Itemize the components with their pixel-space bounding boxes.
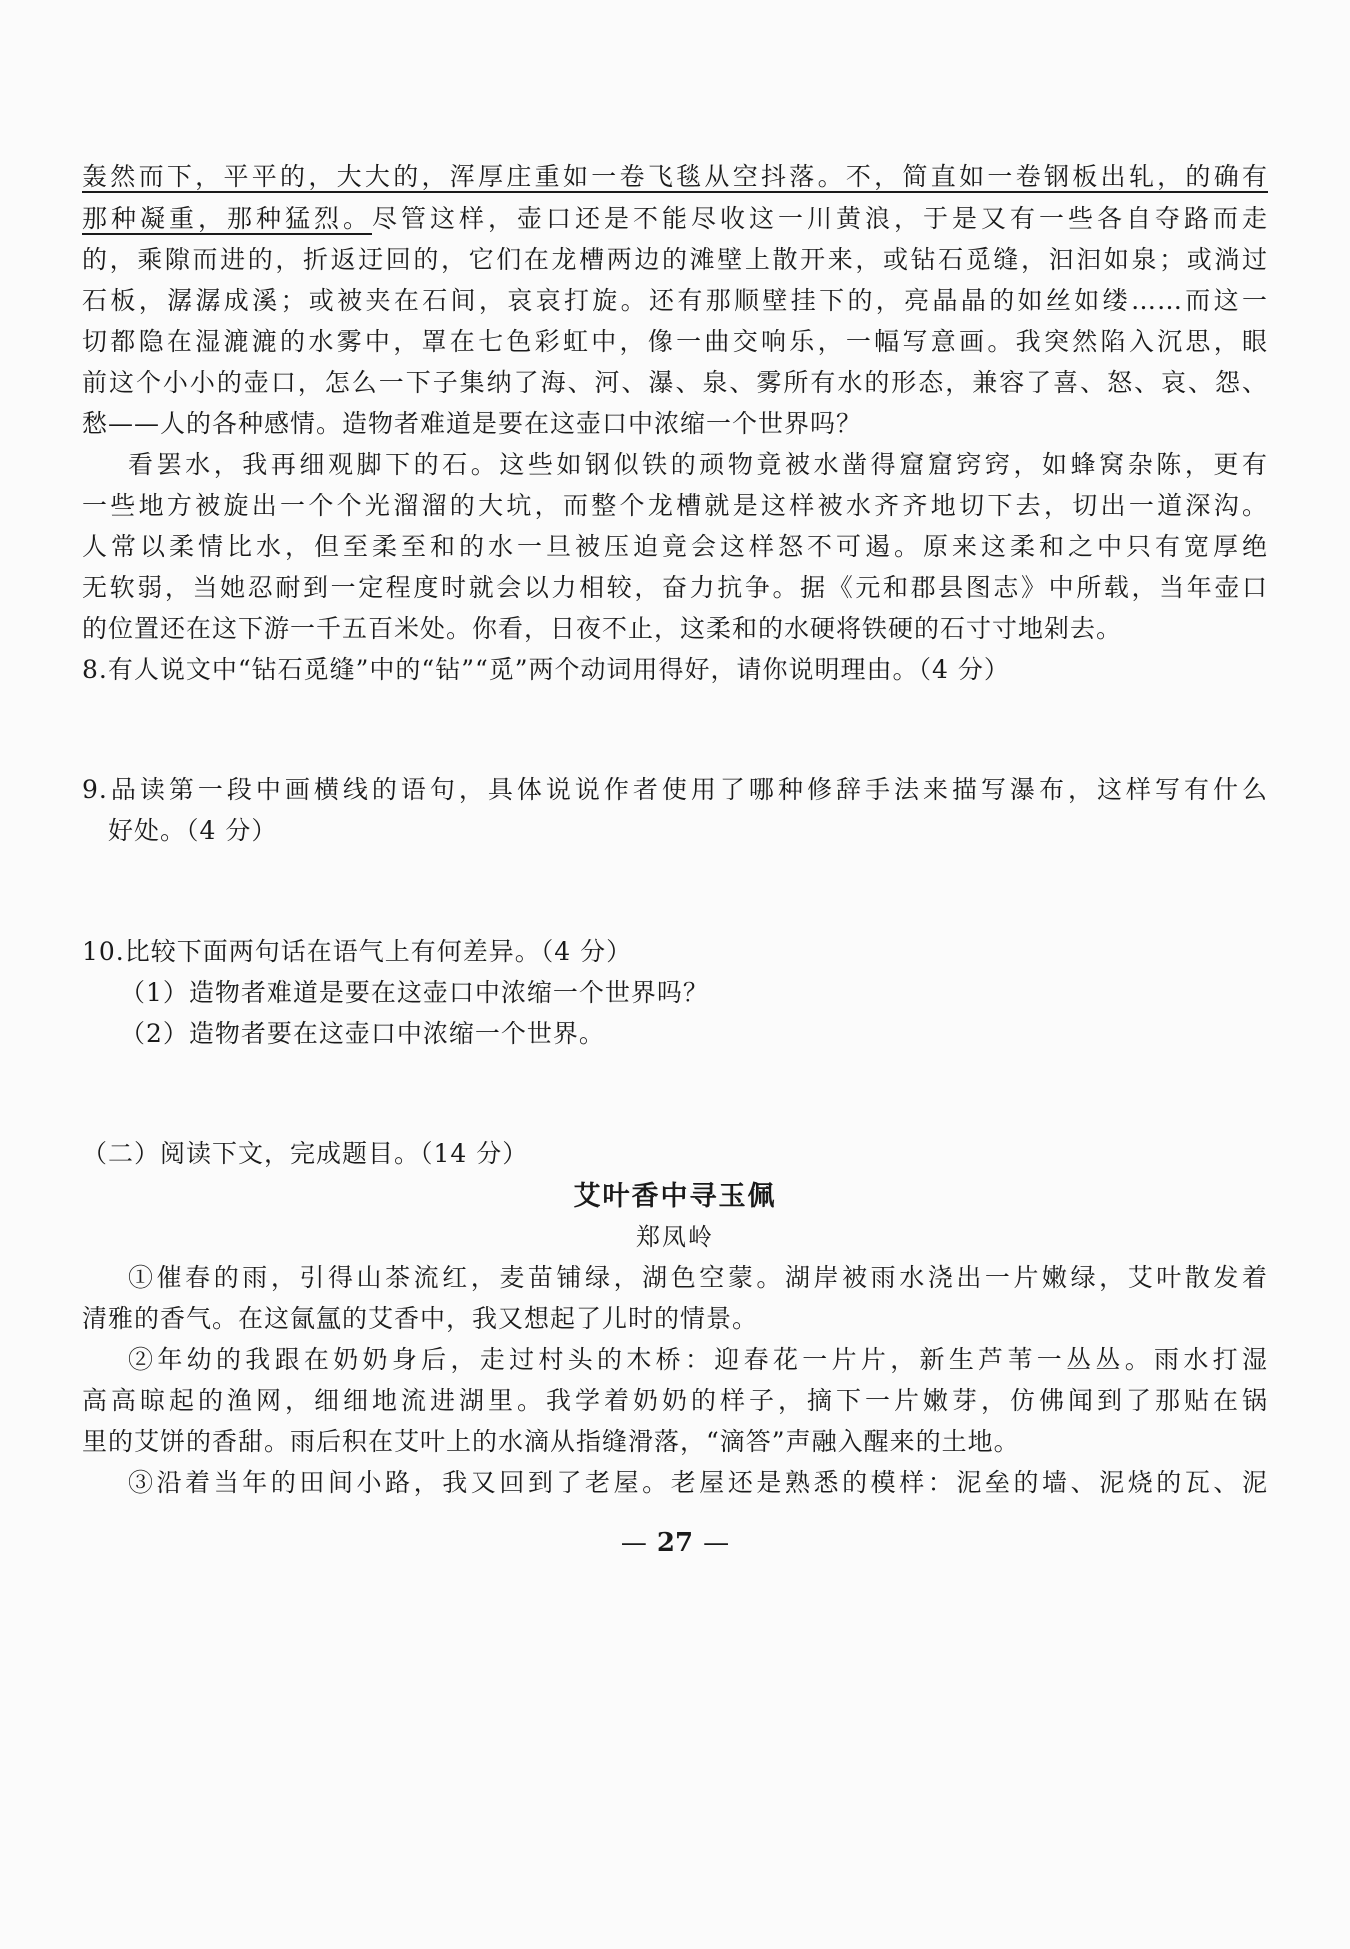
- article-line: ③沿着当年的田间小路，我又回到了老屋。老屋还是熟悉的模样：泥垒的墙、泥烧的瓦、泥: [128, 1468, 1268, 1497]
- underlined-sentence: 那种凝重，那种猛烈。: [82, 204, 372, 233]
- passage-line: 的位置还在这下游一千五百米处。你看，日夜不止，这柔和的水硬将铁硬的石寸寸地剁去。: [82, 614, 1123, 643]
- page-number: — 27 —: [620, 1528, 730, 1558]
- passage-line: 看罢水，我再细观脚下的石。这些如钢似铁的顽物竟被水凿得窟窟窍窍，如蜂窝杂陈，更有: [128, 450, 1268, 479]
- passage-line: 石板，潺潺成溪；或被夹在石间，哀哀打旋。还有那顺壁挂下的，亮晶晶的如丝如缕……而这一: [82, 286, 1268, 315]
- passage-line: 的，乘隙而进的，折返迂回的，它们在龙槽两边的滩壁上散开来，或钻石觅缝，汩汩如泉；或淌过: [82, 245, 1268, 274]
- question-10-sentence-1: （1）造物者难道是要在这壶口中浓缩一个世界吗？: [120, 978, 709, 1007]
- passage-line: 一些地方被旋出一个个光溜溜的大坑，而整个龙槽就是这样被水齐齐地切下去，切出一道深沟。: [82, 491, 1268, 520]
- passage-line: 切都隐在湿漉漉的水雾中，罩在七色彩虹中，像一曲交响乐，一幅写意画。我突然陷入沉思，眼: [82, 327, 1268, 356]
- article-line: 里的艾饼的香甜。雨后积在艾叶上的水滴从指缝滑落，“滴答”声融入醒来的土地。: [82, 1427, 1020, 1456]
- question-8: 8.有人说文中“钻石觅缝”中的“钻”“觅”两个动词用得好，请你说明理由。（4 分）: [82, 655, 1010, 684]
- passage-line: [82, 157, 1268, 197]
- passage-line: 人常以柔情比水，但至柔至和的水一旦被压迫竟会这样怒不可遏。原来这柔和之中只有宽厚绝: [82, 532, 1268, 561]
- question-10-sentence-2: （2）造物者要在这壶口中浓缩一个世界。: [120, 1019, 605, 1048]
- section-heading: （二）阅读下文，完成题目。（14 分）: [82, 1139, 529, 1168]
- article-line: ①催春的雨，引得山茶流红，麦苗铺绿，湖色空蒙。湖岸被雨水浇出一片嫩绿，艾叶散发着: [128, 1263, 1268, 1292]
- passage-line: 那种凝重，那种猛烈。尽管这样，壶口还是不能尽收这一川黄浪，于是又有一些各自夺路而走: [82, 204, 1268, 233]
- passage-line: 无软弱，当她忍耐到一定程度时就会以力相较，奋力抗争。据《元和郡县图志》中所载，当年壶口: [82, 573, 1268, 602]
- question-10: 10.比较下面两句话在语气上有何差异。（4 分）: [82, 937, 633, 966]
- page-number-dash: —: [703, 1528, 730, 1558]
- question-9-cont: 好处。（4 分）: [108, 816, 278, 845]
- passage-line: 前这个小小的壶口，怎么一下子集纳了海、河、瀑、泉、雾所有水的形态，兼容了喜、怒、哀、怨、: [82, 368, 1268, 397]
- underlined-sentence: 轰然而下，平平的，大大的，浑厚庄重如一卷飞毯从空抖落。不，简直如一卷钢板出轧，的确有: [82, 162, 1268, 191]
- question-9: 9.品读第一段中画横线的语句，具体说说作者使用了哪种修辞手法来描写瀑布，这样写有什么: [82, 775, 1268, 804]
- page-number-dash: —: [620, 1528, 647, 1558]
- article-author: 郑凤岭: [636, 1223, 714, 1251]
- article-line: 清雅的香气。在这氤氲的艾香中，我又想起了儿时的情景。: [82, 1304, 759, 1333]
- article-title: 艾叶香中寻玉佩: [573, 1181, 777, 1212]
- passage-line: 愁——人的各种感情。造物者难道是要在这壶口中浓缩一个世界吗？: [82, 409, 863, 438]
- article-line: ②年幼的我跟在奶奶身后，走过村头的木桥：迎春花一片片，新生芦苇一丛丛。雨水打湿: [128, 1345, 1268, 1374]
- article-line: 高高晾起的渔网，细细地流进湖里。我学着奶奶的样子，摘下一片嫩芽，仿佛闻到了那贴在锅: [82, 1386, 1268, 1415]
